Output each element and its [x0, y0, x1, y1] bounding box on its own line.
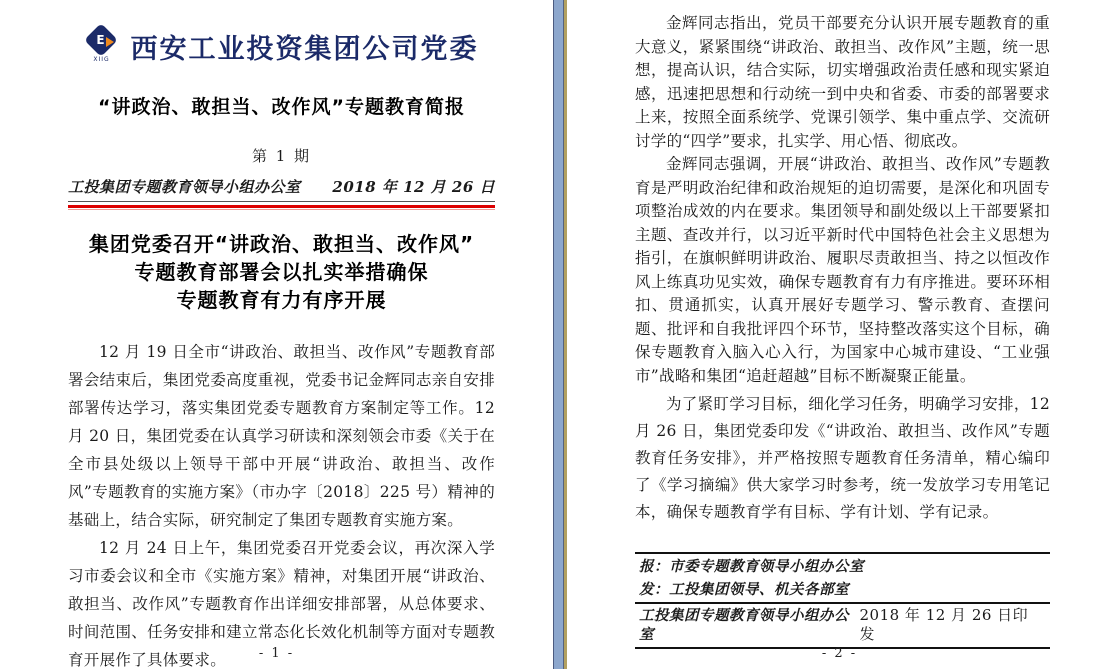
footer-print-date: 2018 年 12 月 26 日印发: [859, 606, 1029, 643]
footer-print-row: [635, 602, 1050, 649]
body-paragraph: 12 月 19 日全市“讲政治、敢担当、改作风”专题教育部署会结束后，集团党委高度重视，党委书记金辉同志亲自安排部署传达学习，落实集团党委专题教育方案制定等工作。12 月 20 日，集团党委在认真学习研读和深刻领会市委《关于在全市县处级以上领导干部中开展“讲政治、敢担当、改作风”专题教育的实施方案》（市办字〔2018〕225 号）精神的基础上，结合实际，研究制定了集团专题教育实施方案。: [68, 343, 495, 529]
article-title: [68, 230, 495, 314]
issuer-name: 工投集团专题教育领导小组办公室: [68, 178, 301, 196]
article-title-line: 集团党委召开“讲政治、敢担当、改作风”: [88, 232, 475, 256]
body-paragraph: 12 月 24 日上午，集团党委召开党委会议，再次深入学习市委会议和全市《实施方案》精神，对集团开展“讲政治、敢担当、改作风”专题教育作出详细安排部署，从总体要求、时间范围、任务安排和建立常态化长效化机制等方面对专题教育开展作了具体要求。: [68, 539, 495, 669]
red-separator-rule: [68, 205, 495, 208]
org-title: 西安工业投资集团公司党委: [130, 33, 479, 65]
footer-report-line: 报：市委专题教育领导小组办公室: [639, 558, 864, 575]
document-footer: [635, 552, 1050, 649]
page-number: - 1 -: [258, 646, 295, 661]
issue-number: 第 1 期: [251, 147, 312, 165]
red-separator-rule-thin: [68, 209, 495, 210]
page-number: - 2 -: [821, 646, 858, 661]
org-header: [68, 26, 495, 66]
footer-distribute-line: 发：工投集团领导、机关各部室: [639, 581, 849, 598]
logo-caption: XIIG: [93, 56, 110, 63]
body-paragraph: 为了紧盯学习目标，细化学习任务，明确学习安排，12 月 26 日，集团党委印发《“讲政治、敢担当、改作风”专题教育任务安排》，并严格按照专题教育任务清单，精心编印了《学习摘编》供大家学习时参考，统一发放学习专用笔记本，确保专题教育学有目标、学有计划、学有记录。: [635, 395, 1050, 521]
body-paragraph: 金辉同志强调，开展“讲政治、敢担当、改作风”专题教育是严明政治纪律和政治规矩的迫切需要，是深化和巩固专项整治成效的内在要求。集团领导和副处级以上干部要紧扣主题、查改并行，以习近平新时代中国特色社会主义思想为指引，在旗帜鲜明讲政治、履职尽责敢担当、持之以恒改作风上练真功见实效，确保专题教育有力有序推进。要环环相扣、贯通抓实，认真开展好专题学习、警示教育、查摆问题、批评和自我批评四个环节，坚持整改落实这个目标，确保专题教育入脑入心入行，为国家中心城市建设、“工业强市”战略和集团“追赶超越”目标不断凝聚正能量。: [635, 155, 1050, 385]
xiig-logo-icon: [85, 26, 119, 66]
footer-print-office: 工投集团专题教育领导小组办公室: [639, 607, 849, 643]
bulletin-subtitle: “讲政治、敢担当、改作风”专题教育简报: [98, 96, 465, 118]
divider-blue-bar: [554, 0, 563, 669]
page-2: [567, 0, 1112, 669]
issuer-row: [68, 176, 495, 202]
body-paragraph: 金辉同志指出，党员干部要充分认识开展专题教育的重大意义，紧紧围绕“讲政治、敢担当、改作风”主题，统一思想，提高认识，结合实际，切实增强政治责任感和现实紧迫感，迅速把思想和行动统一到中央和省委、市委的部署要求上来，按照全面系统学、党课引领学、集中重点学、交流研讨学的“四学”要求，扎实学、用心悟、彻底改。: [635, 14, 1050, 150]
page-1: [0, 0, 553, 669]
issue-date: 2018 年 12 月 26 日: [332, 178, 495, 196]
article-title-line: 专题教育有力有序开展: [176, 288, 387, 312]
logo-arrow-icon: [106, 37, 114, 47]
page-edge-divider: [553, 0, 567, 669]
article-title-line: 专题教育部署会以扎实举措确保: [134, 260, 429, 284]
logo-letter: E: [96, 33, 105, 47]
